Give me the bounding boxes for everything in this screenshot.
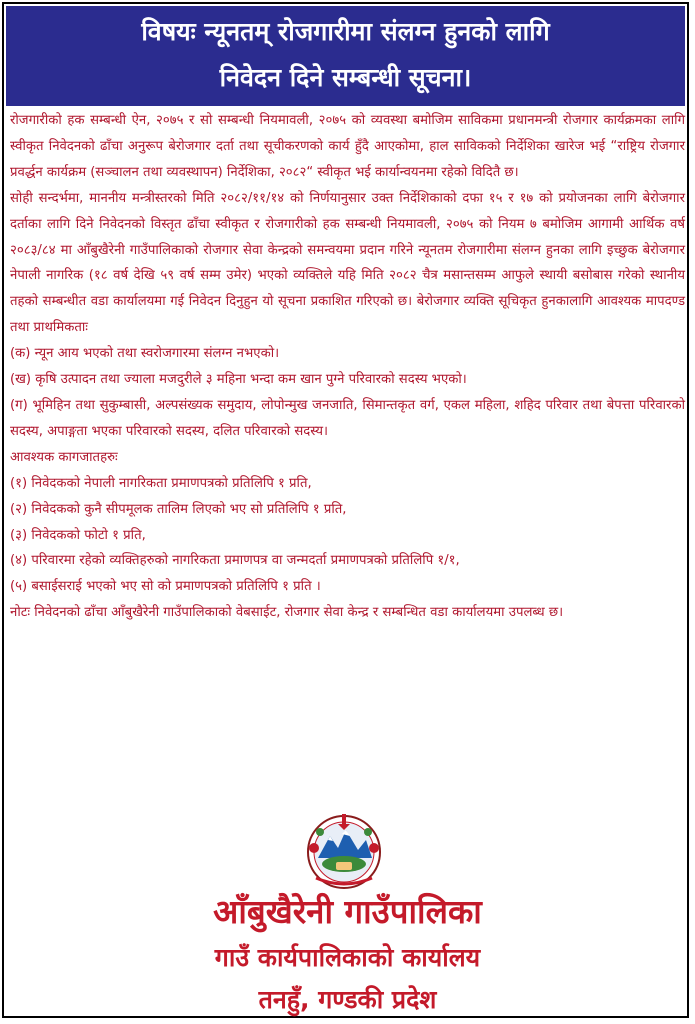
document-item: (१) निवेदकको नेपाली नागरिकता प्रमाणपत्रको प्रतिलिपि १ प्रति, bbox=[10, 475, 312, 491]
municipality-name: आँबुखैरेनी गाउँपालिका bbox=[213, 892, 482, 931]
context-paragraph: सोही सन्दर्भमा, माननीय मन्त्रीस्तरको मिति २०८२/११/१४ को निर्णयानुसार उक्त निर्देशिकाको दफा १५ र १७ को प्रयोजनका लागि बेरोजगार दर्ताका लागि दिने निवेदनको विस्तृत ढाँचा स्वीकृत र रोजगारीको हक सम्बन्धी नियमावली, २०७५ को नियम ७ बमोजिम आगामी आर्थिक वर्ष २०८३/८४ मा आँबुखैरेनी गाउँपालिकाको रोजगार सेवा केन्द्रको समन्वयमा प्रदान गरिने न्यूनतम रोजगारीमा संलग्न हुनका लागि इच्छुक बेरोजगार नेपाली नागरिक (१८ वर्ष देखि ५९ वर्ष सम्म उमेर) भएको व्यक्तिले यहि मिति २०८२ चैत्र मसान्तसम्म आफुले स्थायी बसोबास गरेको स्थानीय तहको सम्बन्धीत वडा कार्यालयमा गई निवेदन दिनुहुन यो सूचना प्रकाशित गरिएको छ। बेरोजगार व्यक्ति सूचिकृत हुनकालागि आवश्यक मापदण्ड तथा प्राथमिकताः bbox=[10, 190, 685, 336]
notice-header bbox=[6, 6, 685, 106]
notice-body bbox=[10, 108, 685, 626]
criteria-item: (क) न्यून आय भएको तथा स्वरोजगारमा संलग्न नभएको। bbox=[10, 346, 280, 362]
document-item: (३) निवेदकको फोटो १ प्रति, bbox=[10, 527, 146, 543]
office-location: तनहुँ, गण्डकी प्रदेश bbox=[258, 985, 437, 1014]
criteria-item: (ख) कृषि उत्पादन तथा ज्याला मजदुरीले ३ महिना भन्दा कम खान पुग्ने परिवारको सदस्य भएको। bbox=[10, 372, 467, 388]
header-title-line: निवेदन दिने सम्बन्धी सूचना। bbox=[219, 63, 472, 92]
documents-heading: आवश्यक कागजातहरुः bbox=[10, 449, 118, 465]
document-item: (४) परिवारमा रहेको व्यक्तिहरुको नागरिकता प्रमाणपत्र वा जन्मदर्ता प्रमाणपत्रको प्रतिलिपि १/१, bbox=[10, 553, 460, 569]
note-paragraph: नोटः निवेदनको ढाँचा आँबुखैरेनी गाउँपालिकाको वेबसाईट, रोजगार सेवा केन्द्र र सम्बन्धित वडा कार्यालयमा उपलब्ध छ। bbox=[10, 605, 564, 621]
intro-paragraph: रोजगारीको हक सम्बन्धी ऐन, २०७५ र सो सम्बन्धी नियमावली, २०७५ को व्यवस्था बमोजिम साविकमा प्रधानमन्त्री रोजगार कार्यक्रमका लागि स्वीकृत निवेदनको ढाँचा अनुरूप बेरोजगार दर्ता तथा सूचीकरणको कार्य हुँदै आएकोमा, हाल साविकको निर्देशिका खारेज भई “राष्ट्रिय रोजगार प्रवर्द्धन कार्यक्रम (सञ्चालन तथा व्यवस्थापन) निर्देशिका, २०८२“ स्वीकृत भई कार्यान्वयनमा रहेको विदितै छ। bbox=[10, 113, 685, 180]
header-subject-line: विषयः न्यूनतम् रोजगारीमा संलग्न हुनको लागि bbox=[141, 17, 550, 46]
criteria-item: (ग) भूमिहिन तथा सुकुम्बासी, अल्पसंख्यक समुदाय, लोपोन्मुख जनजाति, सिमान्तकृत वर्ग, एकल महिला, शहिद परिवार तथा बेपत्ता परिवारको सदस्य, अपाङ्गता भएका परिवारको सदस्य, दलित परिवारको सदस्य। bbox=[10, 397, 685, 439]
office-name: गाउँ कार्यपालिकाको कार्यालय bbox=[214, 943, 481, 972]
document-item: (५) बसाईसराई भएको भए सो को प्रमाणपत्रको प्रतिलिपि १ प्रति । bbox=[10, 579, 321, 595]
document-item: (२) निवेदकको कुनै सीपमूलक तालिम लिएको भए सो प्रतिलिपि १ प्रति, bbox=[10, 501, 347, 517]
nepal-emblem-icon bbox=[302, 808, 386, 892]
